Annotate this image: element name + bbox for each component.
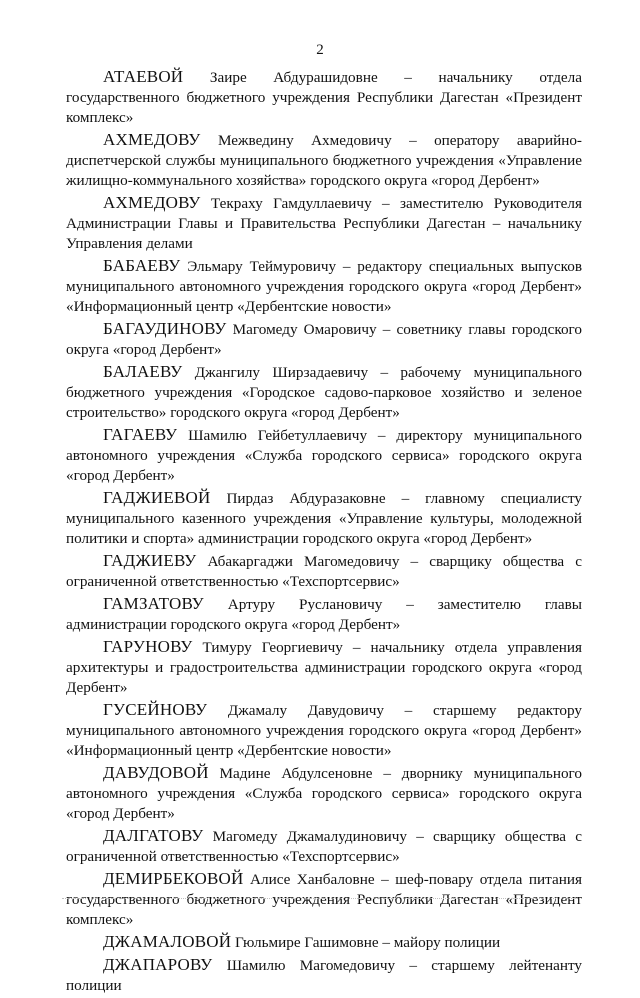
- recipient-details: Абакаргаджи Магомедовичу – сварщику общества с ограниченной ответственностью «Техспортсервис»: [66, 553, 582, 590]
- scan-footer-line: [62, 898, 582, 901]
- recipient-details: Шамилю Гейбетуллаевичу – директору муниципального автономного учреждения «Служба городского сервиса» городского округа «город Дербент»: [66, 427, 582, 484]
- list-item: [66, 932, 582, 953]
- recipient-surname: АХМЕДОВУ: [103, 130, 201, 149]
- list-item: [66, 130, 582, 191]
- recipient-details: Магомеду Джамалудиновичу – сварщику общества с ограниченной ответственностью «Техспортсервис»: [66, 828, 582, 865]
- list-item: [66, 362, 582, 423]
- recipient-surname: БАГАУДИНОВУ: [103, 319, 227, 338]
- list-item: [66, 425, 582, 486]
- recipient-details: Гюльмире Гашимовне – майору полиции: [231, 934, 501, 951]
- recipient-surname: ДАЛГАТОВУ: [103, 826, 204, 845]
- recipient-details: Алисе Ханбаловне – шеф-повару отдела питания государственного бюджетного учреждения Республики Дагестан «Президент комплекс»: [66, 871, 582, 928]
- recipient-surname: БАБАЕВУ: [103, 256, 181, 275]
- list-item: [66, 955, 582, 996]
- list-item: [66, 256, 582, 317]
- recipient-surname: ДЕМИРБЕКОВОЙ: [103, 869, 244, 888]
- recipient-surname: БАЛАЕВУ: [103, 362, 183, 381]
- recipient-details: Магомеду Омаровичу – советнику главы городского округа «город Дербент»: [66, 321, 582, 358]
- recipient-surname: ДЖАПАРОВУ: [103, 955, 213, 974]
- recipient-details: Заире Абдурашидовне – начальнику отдела государственного бюджетного учреждения Республики Дагестан «Президент комплекс»: [66, 69, 582, 126]
- list-item: [66, 193, 582, 254]
- list-item: [66, 67, 582, 128]
- recipient-surname: ГУСЕЙНОВУ: [103, 700, 208, 719]
- list-item: [66, 319, 582, 360]
- recipient-surname: ДЖАМАЛОВОЙ: [103, 932, 232, 951]
- recipient-surname: ГАДЖИЕВОЙ: [103, 488, 211, 507]
- award-list: [66, 67, 582, 998]
- recipient-surname: ГАДЖИЕВУ: [103, 551, 197, 570]
- recipient-details: Текраху Гамдуллаевичу – заместителю Руководителя Администрации Главы и Правительства Республики Дагестан – начальнику Управления делами: [66, 195, 582, 252]
- recipient-details: Мадине Абдулсеновне – дворнику муниципального автономного учреждения «Служба городского сервиса» городского округа «город Дербент»: [66, 765, 582, 822]
- list-item: [66, 594, 582, 635]
- list-item: [66, 763, 582, 824]
- recipient-details: Шамилю Магомедовичу – старшему лейтенанту полиции: [66, 957, 582, 994]
- recipient-details: Эльмару Теймуровичу – редактору специальных выпусков муниципального автономного учреждения городского округа «город Дербент» «Информационный центр «Дербентские новости»: [66, 258, 582, 315]
- list-item: [66, 826, 582, 867]
- recipient-details: Пирдаз Абдуразаковне – главному специалисту муниципального казенного учреждения «Управление культуры, молодежной политики и спорта» администрации городского округа «город Дербент»: [66, 490, 582, 547]
- recipient-surname: ДАВУДОВОЙ: [103, 763, 209, 782]
- page-number: 2: [316, 42, 324, 58]
- recipient-details: Джамалу Давудовичу – старшему редактору муниципального автономного учреждения городского округа «город Дербент» «Информационный центр «Дербентские новости»: [66, 702, 582, 759]
- list-item: [66, 488, 582, 549]
- recipient-surname: ГАМЗАТОВУ: [103, 594, 204, 613]
- list-item: [66, 700, 582, 761]
- recipient-details: Джангилу Ширзадаевичу – рабочему муниципального бюджетного учреждения «Городское садово-парковое хозяйство и зеленое строительство» городского округа «город Дербент»: [66, 364, 582, 421]
- recipient-surname: АТАЕВОЙ: [103, 67, 184, 86]
- recipient-details: Межведину Ахмедовичу – оператору аварийно-диспетчерской службы муниципального бюджетного учреждения «Управление жилищно-коммунального хозяйства» городского округа «город Дербент»: [66, 132, 582, 189]
- list-item: [66, 551, 582, 592]
- recipient-details: Артуру Руслановичу – заместителю главы администрации городского округа «город Дербент»: [66, 596, 582, 633]
- list-item: [66, 637, 582, 698]
- recipient-surname: ГАРУНОВУ: [103, 637, 193, 656]
- recipient-details: Тимуру Георгиевичу – начальнику отдела управления архитектуры и градостроительства администрации городского округа «город Дербент»: [66, 639, 582, 696]
- recipient-surname: АХМЕДОВУ: [103, 193, 201, 212]
- recipient-surname: ГАГАЕВУ: [103, 425, 178, 444]
